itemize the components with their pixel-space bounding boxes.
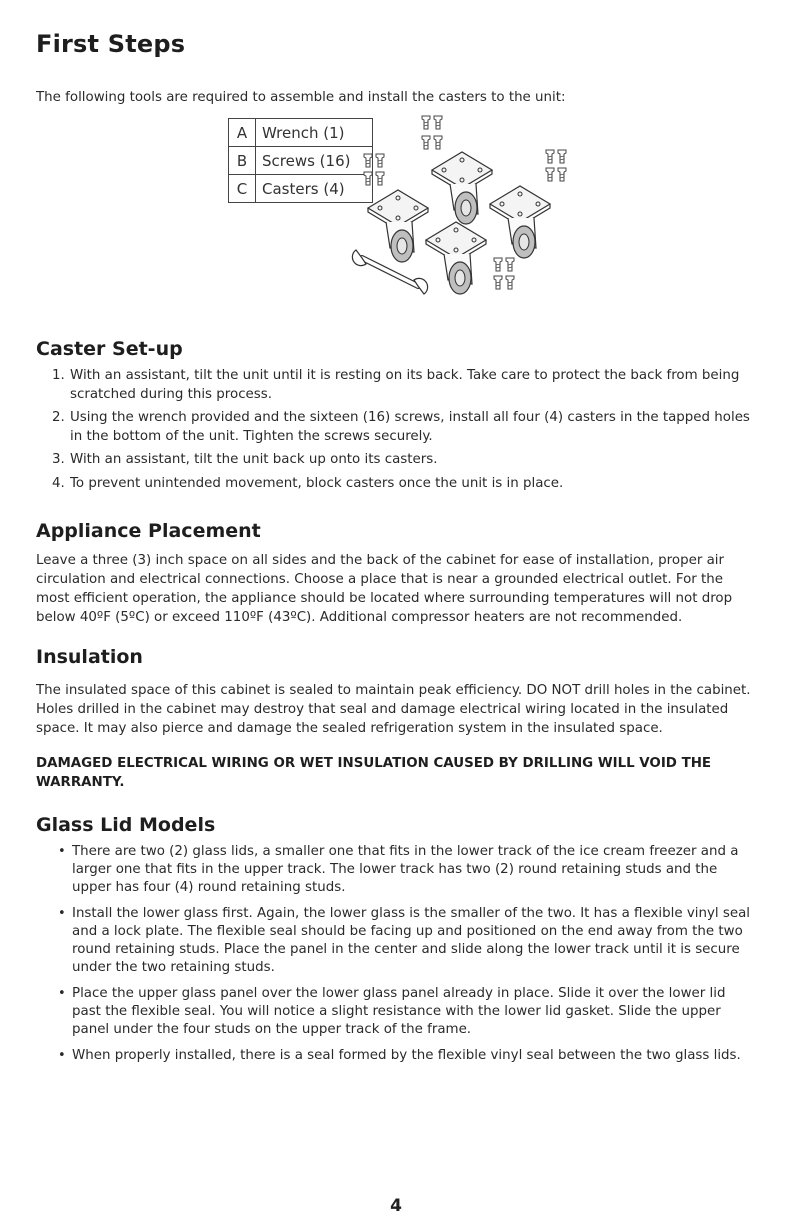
step-number: 1. <box>52 368 65 383</box>
bullet-icon: • <box>58 844 66 859</box>
list-item-text: When properly installed, there is a seal formed by the flexible vinyl seal between the two glass lids. <box>72 1048 741 1063</box>
list-item-text: Install the lower glass first. Again, the lower glass is the smaller of the two. It has a flexible vinyl seal and a lock plate. The flexible seal should be facing up and positioned on the end away from the two round retaining studs. Place the panel in the center and slide along the lower track until it is secure under the two retaining studs. <box>72 906 751 975</box>
step-text: With an assistant, tilt the unit until it is resting on its back. Take care to protect the back from being scratched during this process. <box>70 368 740 402</box>
step-text: With an assistant, tilt the unit back up onto its casters. <box>70 452 438 467</box>
step-number: 4. <box>52 475 65 491</box>
tool-letter: C <box>229 175 256 203</box>
caster-icon <box>490 186 550 258</box>
casters-tools-illustration <box>340 112 640 308</box>
bullet-icon: • <box>58 1048 66 1063</box>
list-item <box>36 409 758 446</box>
page-title: First Steps <box>36 30 186 58</box>
screw-icon <box>422 116 442 149</box>
screw-icon <box>364 154 384 185</box>
page-number: 4 <box>390 1196 402 1216</box>
list-item-text: There are two (2) glass lids, a smaller one that fits in the lower track of the ice cream freezer and a larger one that fits in the upper track. The lower track has two (2) round retaining studs and the upper has four (4) round retaining studs. <box>72 844 739 895</box>
tool-letter: A <box>229 119 256 147</box>
list-item <box>36 475 758 494</box>
list-item <box>36 367 758 404</box>
list-item <box>36 985 758 1039</box>
list-item-text: Place the upper glass panel over the lower glass panel already in place. Slide it over the lower lid past the flexible seal. You will notice a slight resistance with the lower lid gasket. Slide the upper panel under the four studs on the upper track of the frame. <box>72 986 726 1037</box>
glass-lid-heading: Glass Lid Models <box>36 814 216 836</box>
list-item <box>36 843 758 897</box>
tool-letter: B <box>229 147 256 175</box>
caster-setup-steps <box>36 367 758 498</box>
tool-name: Wrench (1) <box>256 119 373 147</box>
step-text: Using the wrench provided and the sixteen (16) screws, install all four (4) casters in the tapped holes in the bottom of the unit. Tighten the screws securely. <box>70 410 750 444</box>
tool-name: Casters (4) <box>256 175 373 203</box>
caster-icon <box>426 222 486 294</box>
tool-name: Screws (16) <box>256 147 373 175</box>
insulation-heading: Insulation <box>36 646 143 668</box>
insulation-text: The insulated space of this cabinet is sealed to maintain peak efficiency. DO NOT drill holes in the cabinet. Holes drilled in the cabinet may destroy that seal and damage electrical wiring located in the insulated space. It may also pierce and damage the sealed refrigeration system in the insulated space. <box>36 683 751 736</box>
bullet-icon: • <box>58 906 66 921</box>
list-item <box>36 905 758 977</box>
bullet-icon: • <box>58 986 66 1001</box>
caster-setup-heading: Caster Set-up <box>36 338 183 360</box>
step-text: To prevent unintended movement, block casters once the unit is in place. <box>70 475 564 491</box>
caster-icon <box>432 152 492 224</box>
screw-icon <box>494 258 514 289</box>
step-number: 2. <box>52 410 65 425</box>
screw-icon <box>546 150 566 181</box>
warranty-warning: DAMAGED ELECTRICAL WIRING OR WET INSULATION CAUSED BY DRILLING WILL VOID THE WARRANTY. <box>36 756 712 790</box>
intro-text: The following tools are required to assemble and install the casters to the unit: <box>36 90 566 105</box>
caster-icon <box>368 190 428 262</box>
list-item <box>36 1047 758 1065</box>
appliance-placement-heading: Appliance Placement <box>36 520 261 542</box>
glass-lid-list <box>36 843 758 1073</box>
appliance-placement-text: Leave a three (3) inch space on all sides and the back of the cabinet for ease of installation, proper air circulation and electrical connections. Choose a place that is near a grounded electrical outlet. For the most efficient operation, the appliance should be located where surrounding temperatures will not drop below 40ºF (5ºC) or exceed 110ºF (43ºC). Additional compressor heaters are not recommended. <box>36 553 733 625</box>
list-item <box>36 451 758 470</box>
step-number: 3. <box>52 452 65 467</box>
wrench-icon <box>352 250 427 294</box>
